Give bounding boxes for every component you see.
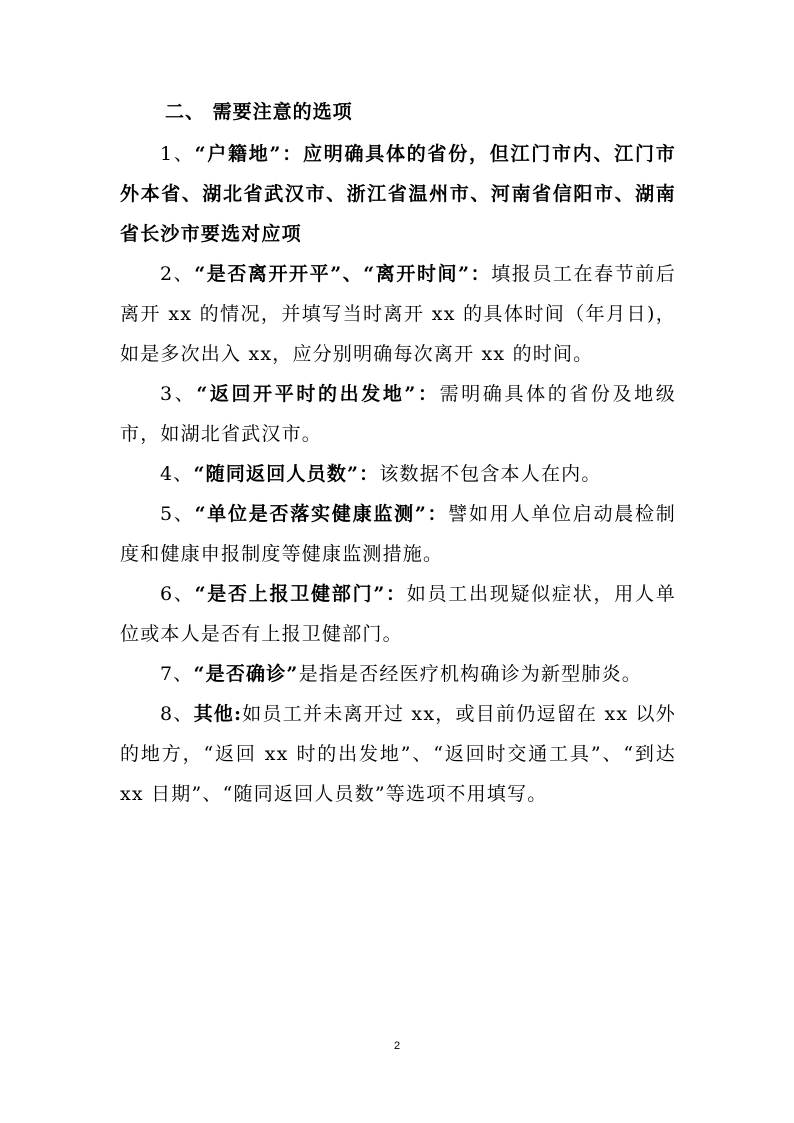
item-body: 应明确具体的省份，但江门市内、江门市外本省、湖北省武汉市、浙江省温州市、河南省信阳市、湖南省长沙市要选对应项: [120, 143, 677, 245]
item-number: 3、: [160, 383, 197, 405]
item-key: “户籍地”：: [194, 143, 303, 165]
item-body: 譬如用人单位启动晨检制度和健康申报制度等健康监测措施。: [120, 503, 676, 565]
item-number: 6、: [160, 583, 195, 605]
item-body: 该数据不包含本人在内。: [379, 463, 602, 485]
item-number: 4、: [160, 463, 194, 485]
item-body: 是指是否经医疗机构确诊为新型肺炎。: [298, 663, 642, 685]
page-number: 2: [393, 1040, 401, 1052]
section-heading: 二、 需要注意的选项: [165, 101, 353, 123]
item-key: “随同返回人员数”：: [193, 463, 380, 485]
item-body: 需明确具体的省份及地级市，如湖北省武汉市。: [120, 383, 676, 445]
item-number: 5、: [160, 503, 195, 525]
item-6: [120, 574, 676, 654]
item-7: [120, 654, 676, 694]
item-key: 其他:: [193, 703, 243, 725]
item-1: [120, 134, 676, 254]
item-number: 1、: [160, 143, 195, 165]
item-body: 如员工并未离开过 xx，或目前仍逗留在 xx 以外的地方，“返回 xx 时的出发地”、“返回时交通工具”、“到达 xx 日期”、“随同返回人员数”等选项不用填写。: [120, 703, 676, 805]
item-key: “是否上报卫健部门”：: [194, 583, 407, 605]
item-key: “返回开平时的出发地”：: [196, 383, 440, 405]
item-key: “是否确诊”: [193, 663, 299, 685]
item-2: [120, 254, 676, 374]
item-8: [120, 694, 676, 814]
document-body: [120, 100, 676, 814]
item-4: [120, 454, 676, 494]
item-key: “单位是否落实健康监测”：: [194, 503, 449, 525]
item-body: 如员工出现疑似症状，用人单位或本人是否有上报卫健部门。: [120, 583, 677, 645]
item-5: [120, 494, 676, 574]
item-number: 2、: [160, 263, 195, 285]
item-body: 填报员工在春节前后离开 xx 的情况，并填写当时离开 xx 的具体时间（年月日)，如是多次出入 xx，应分别明确每次离开 xx 的时间。: [120, 263, 676, 365]
item-3: [120, 374, 676, 454]
item-key: “是否离开开平”、“离开时间”：: [194, 263, 492, 285]
item-number: 8、: [160, 703, 194, 725]
item-number: 7、: [160, 663, 194, 685]
